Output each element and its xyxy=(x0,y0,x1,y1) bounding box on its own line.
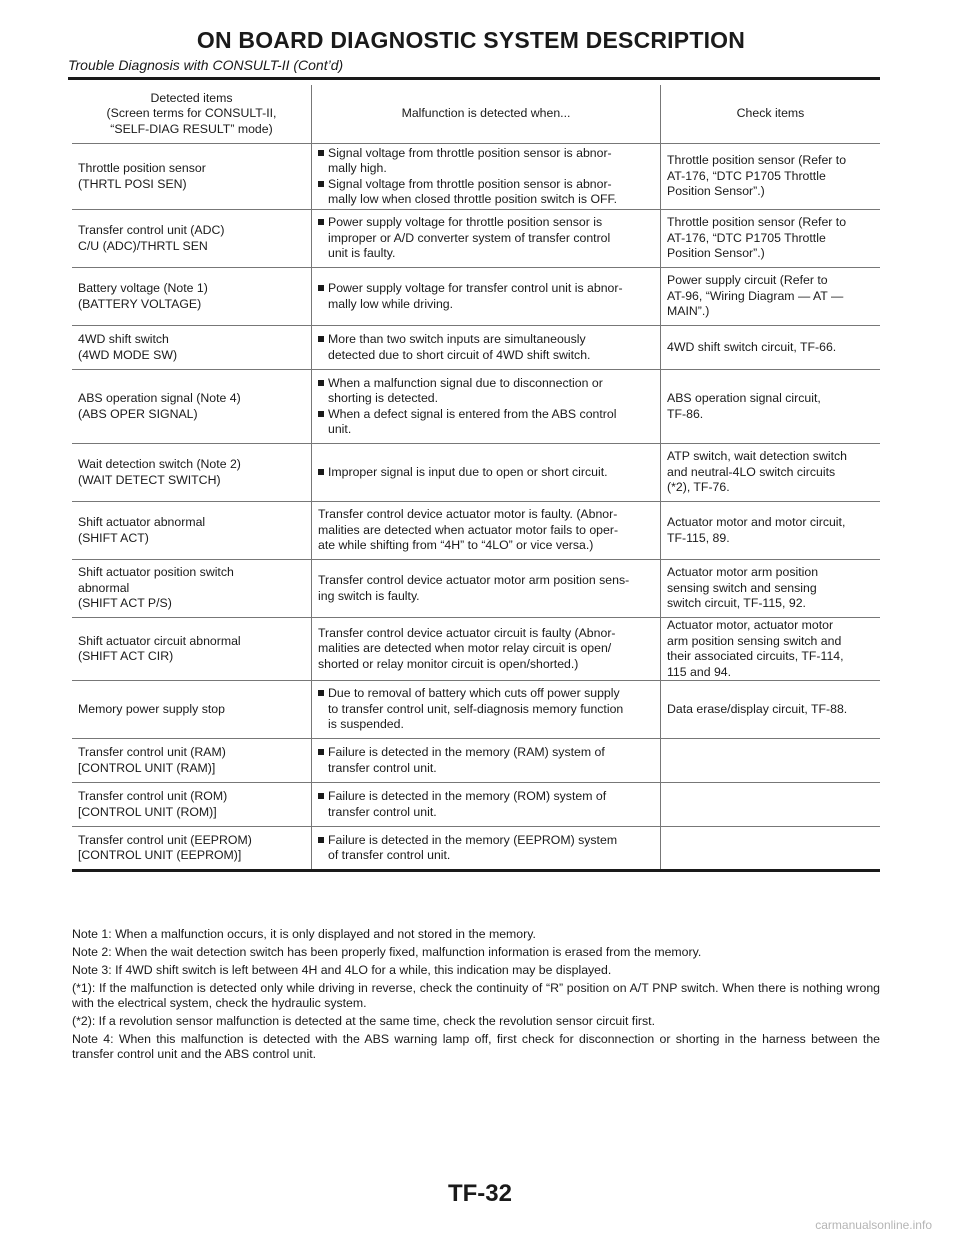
table-row xyxy=(72,210,880,268)
header-line: “SELF-DIAG RESULT” mode) xyxy=(110,121,273,136)
malfunction-bullet xyxy=(318,146,654,177)
detected-item-line: abnormal xyxy=(78,580,130,595)
bullet-line: mally high. xyxy=(328,161,387,175)
page-title: ON BOARD DIAGNOSTIC SYSTEM DESCRIPTION xyxy=(196,27,746,53)
check-item-line: their associated circuits, TF-114, xyxy=(667,649,844,663)
check-item-line: switch circuit, TF-115, 92. xyxy=(667,596,806,611)
diagnosis-table xyxy=(72,85,880,872)
malfunction-bullet xyxy=(318,177,654,208)
detected-item-line: Wait detection switch (Note 2) xyxy=(78,457,241,471)
bullet-text xyxy=(328,407,616,438)
bullet-square-icon xyxy=(318,690,324,696)
note-paragraph: (*1): If the malfunction is detected only while driving in reverse, check the continuity of “R” position on A/T PNP switch. When there is nothing wrong with the electrical system, check the hydraulic system. xyxy=(72,981,880,1010)
check-items-cell xyxy=(661,326,881,370)
table-body xyxy=(72,144,880,871)
note-paragraph: Note 4: When this malfunction is detected with the ABS warning lamp off, first check for disconnection or shorting in the harness between the transfer control unit and the ABS control unit. xyxy=(72,1032,880,1061)
check-item-line: Data erase/display circuit, TF-88. xyxy=(667,701,848,716)
malfunction-bullet xyxy=(318,281,654,312)
check-items-cell xyxy=(661,618,881,681)
page-subtitle: Trouble Diagnosis with CONSULT-II (Cont’d) xyxy=(68,57,344,73)
header-line: Detected items xyxy=(150,90,233,105)
malfunction-cell xyxy=(312,144,661,210)
bullet-text xyxy=(328,686,623,733)
header-malfunction: Malfunction is detected when... xyxy=(312,85,661,144)
malfunction-cell xyxy=(312,444,661,502)
check-items-cell xyxy=(661,370,881,444)
check-item-line: arm position sensing switch and xyxy=(667,633,842,648)
malfunction-bullet xyxy=(318,833,654,864)
malfunction-bullet xyxy=(318,686,654,733)
bullet-line: mally low while driving. xyxy=(328,296,454,311)
bullet-line: Signal voltage from throttle position sensor is abnor- xyxy=(328,145,612,160)
check-items-cell xyxy=(661,502,881,560)
bullet-text xyxy=(328,215,610,262)
table-row xyxy=(72,618,880,681)
bullet-line: Failure is detected in the memory (EEPROM) system xyxy=(328,832,618,847)
bullet-text xyxy=(328,745,605,776)
check-item-line: TF-86. xyxy=(667,406,704,421)
bullet-text xyxy=(328,146,612,177)
bullet-text xyxy=(328,465,608,481)
malfunction-cell xyxy=(312,827,661,871)
detected-item-line: Shift actuator abnormal xyxy=(78,515,206,529)
detected-item-line: (SHIFT ACT CIR) xyxy=(78,649,174,663)
bullet-square-icon xyxy=(318,749,324,755)
detected-item-cell xyxy=(72,618,312,681)
check-item-line: Position Sensor”.) xyxy=(667,184,765,199)
bullet-square-icon xyxy=(318,837,324,843)
bullet-text xyxy=(328,177,617,208)
bullet-line: to transfer control unit, self-diagnosis memory function xyxy=(328,701,624,716)
detected-item-cell xyxy=(72,739,312,783)
bullet-line: Improper signal is input due to open or short circuit. xyxy=(328,464,608,479)
malfunction-bullet xyxy=(318,745,654,776)
malfunction-bullet xyxy=(318,789,654,820)
malfunction-line: malities are detected when motor relay circuit is open/ xyxy=(318,641,612,656)
malfunction-line: ate while shifting from “4H” to “4LO” or vice versa.) xyxy=(318,538,594,553)
detected-item-line: Transfer control unit (RAM) xyxy=(78,745,226,759)
note-paragraph: Note 2: When the wait detection switch has been properly fixed, malfunction information is erased from the memory. xyxy=(72,945,702,959)
detected-item-line: Shift actuator position switch xyxy=(78,565,234,580)
detected-item-line: 4WD shift switch xyxy=(78,332,169,346)
bullet-line: of transfer control unit. xyxy=(328,848,451,862)
detected-item-cell xyxy=(72,783,312,827)
detected-item-cell xyxy=(72,144,312,210)
check-item-line: Actuator motor and motor circuit, xyxy=(667,515,846,529)
check-item-line: Throttle position sensor (Refer to xyxy=(667,215,847,230)
malfunction-line: Transfer control device actuator motor is faulty. (Abnor- xyxy=(318,507,618,522)
bullet-line: transfer control unit. xyxy=(328,760,437,775)
detected-item-line: Shift actuator circuit abnormal xyxy=(78,633,241,648)
bullet-line: is suspended. xyxy=(328,717,404,732)
page-number: TF-32 xyxy=(447,1180,512,1207)
detected-item-cell xyxy=(72,681,312,739)
bullet-text xyxy=(328,789,606,820)
header-detected-items xyxy=(72,85,312,144)
detected-item-cell xyxy=(72,827,312,871)
malfunction-line: ing switch is faulty. xyxy=(318,588,420,603)
header-line: (Screen terms for CONSULT-II, xyxy=(106,106,277,121)
bullet-line: More than two switch inputs are simultaneously xyxy=(328,332,586,346)
notes-section xyxy=(72,927,880,1065)
table-header-row xyxy=(72,85,880,144)
bullet-square-icon xyxy=(318,380,324,386)
check-items-cell xyxy=(661,560,881,618)
bullet-line: Failure is detected in the memory (ROM) system of xyxy=(328,789,607,803)
table-row xyxy=(72,444,880,502)
detected-item-line: (SHIFT ACT) xyxy=(78,530,149,545)
check-item-line: AT-176, “DTC P1705 Throttle xyxy=(667,168,826,183)
table-row xyxy=(72,268,880,326)
page-header xyxy=(68,26,880,80)
detected-item-line: ABS operation signal (Note 4) xyxy=(78,391,241,405)
malfunction-bullet xyxy=(318,215,654,262)
malfunction-line: Transfer control device actuator motor arm position sens- xyxy=(318,573,630,587)
malfunction-bullet xyxy=(318,407,654,438)
detected-item-cell xyxy=(72,560,312,618)
malfunction-line: shorted or relay monitor circuit is open/shorted.) xyxy=(318,656,579,671)
check-item-line: ATP switch, wait detection switch xyxy=(667,449,847,464)
bullet-line: When a malfunction signal due to disconnection or xyxy=(328,375,603,390)
detected-item-line: (BATTERY VOLTAGE) xyxy=(78,296,202,311)
detected-item-cell xyxy=(72,502,312,560)
detected-item-cell xyxy=(72,326,312,370)
bullet-line: When a defect signal is entered from the ABS control xyxy=(328,406,617,421)
detected-item-line: Transfer control unit (ADC) xyxy=(78,223,225,237)
bullet-line: improper or A/D converter system of transfer control xyxy=(328,230,611,245)
bullet-text xyxy=(328,281,623,312)
malfunction-line: malities are detected when actuator motor fails to oper- xyxy=(318,522,619,537)
malfunction-cell xyxy=(312,618,661,681)
check-items-cell xyxy=(661,681,881,739)
malfunction-cell xyxy=(312,681,661,739)
bullet-line: Failure is detected in the memory (RAM) system of xyxy=(328,745,605,759)
detected-item-line: (WAIT DETECT SWITCH) xyxy=(78,472,221,487)
bullet-line: unit is faulty. xyxy=(328,246,396,261)
note-paragraph: Note 1: When a malfunction occurs, it is only displayed and not stored in the memory. xyxy=(72,927,536,941)
malfunction-cell xyxy=(312,783,661,827)
check-item-line: and neutral-4LO switch circuits xyxy=(667,464,836,479)
bullet-line: shorting is detected. xyxy=(328,391,439,405)
check-item-line: MAIN”.) xyxy=(667,304,710,319)
detected-item-cell xyxy=(72,210,312,268)
check-item-line: 4WD shift switch circuit, TF-66. xyxy=(667,339,837,354)
detected-item-line: (ABS OPER SIGNAL) xyxy=(78,406,198,421)
table-row xyxy=(72,370,880,444)
bullet-square-icon xyxy=(318,411,324,417)
check-items-cell xyxy=(661,783,881,827)
check-item-line: 115 and 94. xyxy=(667,664,732,679)
detected-item-line: [CONTROL UNIT (RAM)] xyxy=(78,760,216,775)
malfunction-bullet xyxy=(318,332,654,363)
detected-item-line: Transfer control unit (EEPROM) xyxy=(78,832,252,847)
detected-item-line: [CONTROL UNIT (EEPROM)] xyxy=(78,848,242,862)
check-item-line: Throttle position sensor (Refer to xyxy=(667,153,847,168)
bullet-line: unit. xyxy=(328,422,352,436)
header-rule xyxy=(68,77,880,80)
malfunction-cell xyxy=(312,502,661,560)
detected-item-line: C/U (ADC)/THRTL SEN xyxy=(78,238,208,253)
malfunction-cell xyxy=(312,210,661,268)
detected-item-line: (THRTL POSI SEN) xyxy=(78,176,187,191)
check-items-cell xyxy=(661,268,881,326)
check-item-line: AT-96, “Wiring Diagram — AT — xyxy=(667,288,844,303)
detected-item-cell xyxy=(72,370,312,444)
check-item-line: ABS operation signal circuit, xyxy=(667,391,821,405)
check-items-cell xyxy=(661,444,881,502)
table-row xyxy=(72,502,880,560)
malfunction-cell xyxy=(312,560,661,618)
bullet-line: Power supply voltage for transfer control unit is abnor- xyxy=(328,281,623,295)
table-row xyxy=(72,681,880,739)
detected-item-line: (SHIFT ACT P/S) xyxy=(78,596,172,611)
bullet-square-icon xyxy=(318,285,324,291)
check-items-cell xyxy=(661,739,881,783)
check-items-cell xyxy=(661,144,881,210)
table-row xyxy=(72,144,880,210)
bullet-line: Due to removal of battery which cuts off power supply xyxy=(328,686,620,701)
table-row xyxy=(72,326,880,370)
malfunction-bullet xyxy=(318,465,654,481)
bullet-line: Signal voltage from throttle position sensor is abnor- xyxy=(328,176,612,191)
bullet-square-icon xyxy=(318,219,324,225)
detected-item-line: Transfer control unit (ROM) xyxy=(78,789,228,803)
table-row xyxy=(72,827,880,871)
bullet-line: transfer control unit. xyxy=(328,804,437,819)
check-item-line: sensing switch and sensing xyxy=(667,580,817,595)
detected-item-line: Memory power supply stop xyxy=(78,701,225,716)
watermark: carmanualsonline.info xyxy=(815,1218,932,1232)
malfunction-cell xyxy=(312,268,661,326)
note-paragraph: (*2): If a revolution sensor malfunction is detected at the same time, check the revolution sensor circuit first. xyxy=(72,1014,655,1028)
table-row xyxy=(72,783,880,827)
check-items-cell xyxy=(661,210,881,268)
bullet-line: detected due to short circuit of 4WD shift switch. xyxy=(328,347,591,362)
check-item-line: AT-176, “DTC P1705 Throttle xyxy=(667,230,826,245)
bullet-text xyxy=(328,833,617,864)
malfunction-cell xyxy=(312,326,661,370)
bullet-square-icon xyxy=(318,150,324,156)
detected-item-line: Battery voltage (Note 1) xyxy=(78,281,208,295)
bullet-square-icon xyxy=(318,336,324,342)
detected-item-line: (4WD MODE SW) xyxy=(78,347,178,362)
check-item-line: (*2), TF-76. xyxy=(667,480,730,495)
malfunction-bullet xyxy=(318,376,654,407)
table-row xyxy=(72,739,880,783)
bullet-line: mally low when closed throttle position switch is OFF. xyxy=(328,192,618,206)
table-row xyxy=(72,560,880,618)
malfunction-line: Transfer control device actuator circuit is faulty (Abnor- xyxy=(318,625,616,640)
check-item-line: Power supply circuit (Refer to xyxy=(667,273,828,288)
bullet-square-icon xyxy=(318,181,324,187)
malfunction-cell xyxy=(312,370,661,444)
check-items-cell xyxy=(661,827,881,871)
bullet-text xyxy=(328,376,603,407)
note-paragraph: Note 3: If 4WD shift switch is left between 4H and 4LO for a while, this indication may be displayed. xyxy=(72,963,612,977)
check-item-line: TF-115, 89. xyxy=(667,530,730,545)
malfunction-cell xyxy=(312,739,661,783)
header-check-items: Check items xyxy=(661,85,881,144)
bullet-square-icon xyxy=(318,793,324,799)
bullet-square-icon xyxy=(318,469,324,475)
bullet-text xyxy=(328,332,590,363)
detected-item-line: Throttle position sensor xyxy=(78,161,206,175)
check-item-line: Position Sensor”.) xyxy=(667,246,765,261)
detected-item-line: [CONTROL UNIT (ROM)] xyxy=(78,804,217,819)
bullet-line: Power supply voltage for throttle position sensor is xyxy=(328,215,603,230)
check-item-line: Actuator motor arm position xyxy=(667,565,819,580)
detected-item-cell xyxy=(72,268,312,326)
check-item-line: Actuator motor, actuator motor xyxy=(667,618,834,632)
detected-item-cell xyxy=(72,444,312,502)
